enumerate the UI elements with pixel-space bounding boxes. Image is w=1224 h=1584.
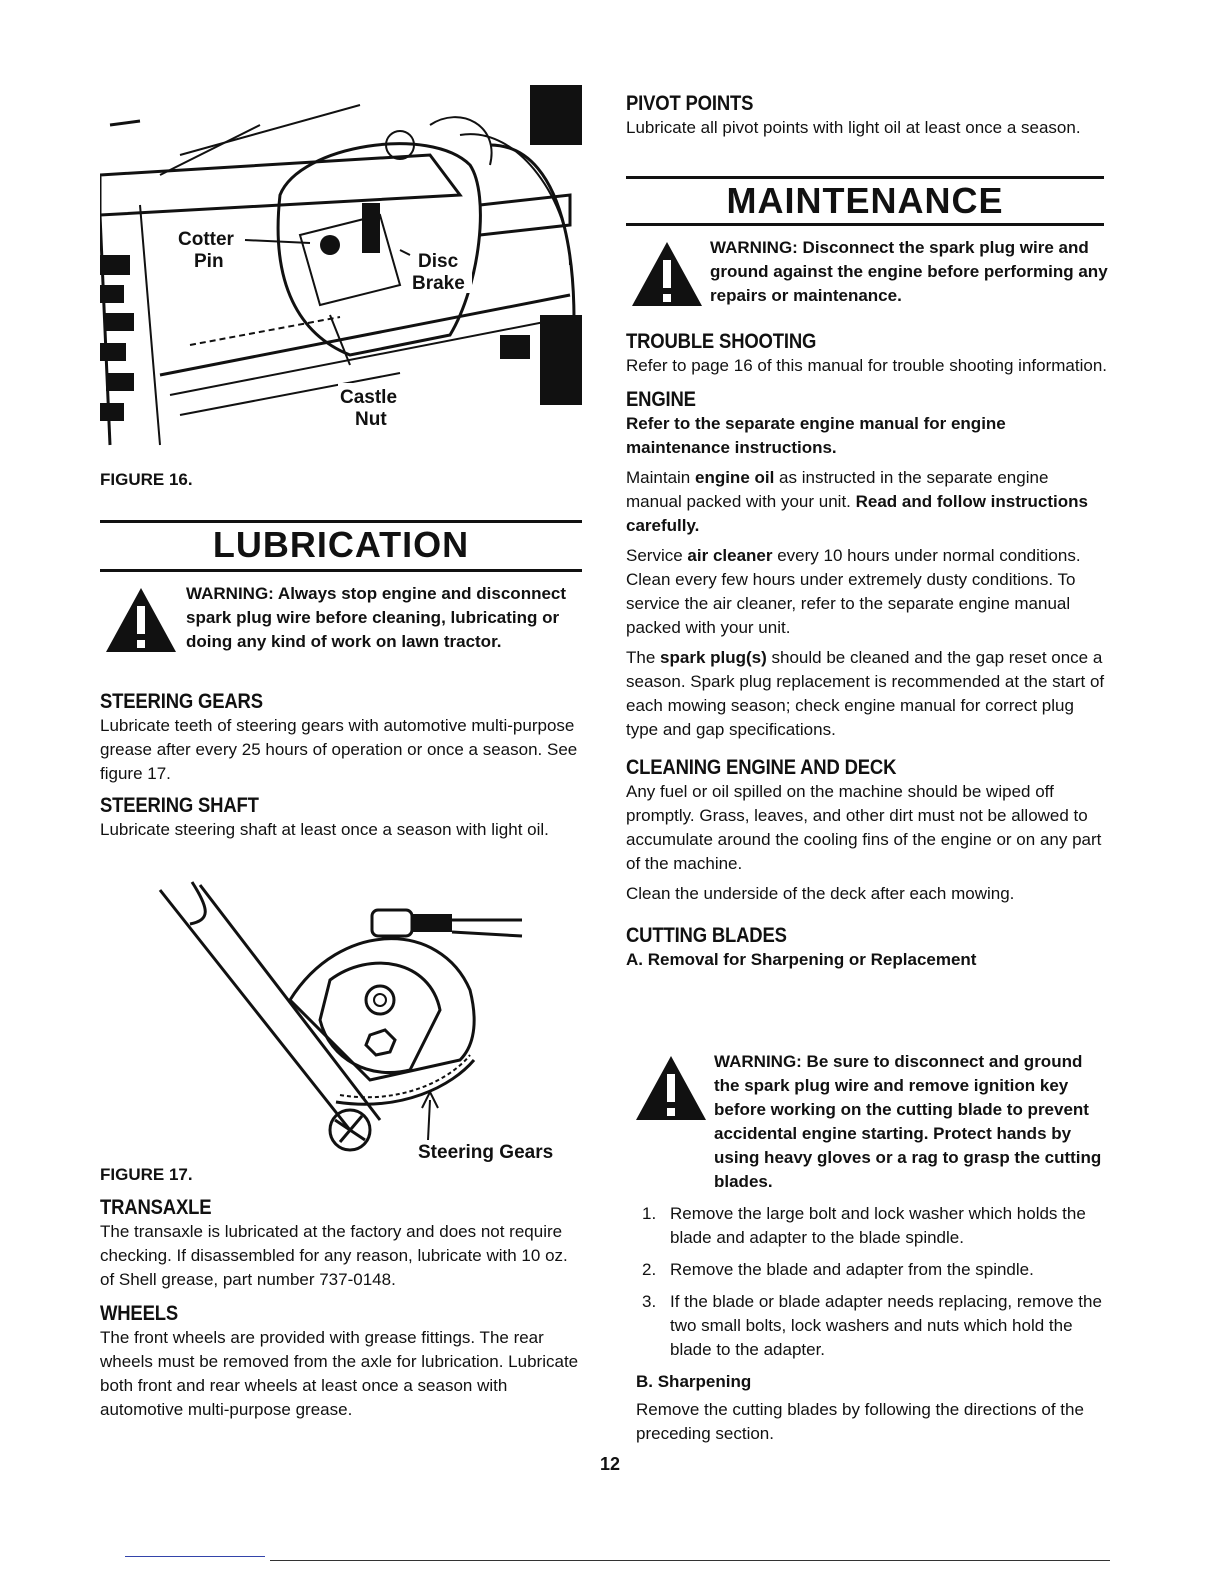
steering-shaft-text: Lubricate steering shaft at least once a season with light oil.: [100, 820, 549, 839]
trouble-shooting-text: Refer to page 16 of this manual for trouble shooting information.: [626, 356, 1108, 375]
air-cleaner-text-c: every 10 hours under normal conditions. Clean every few hours under extremely dusty conditions. To service the air cleaner, refer to the separate engine manual packed with your unit.: [626, 546, 1081, 637]
warning-triangle-icon: [630, 240, 704, 308]
label-castle: Castle: [340, 387, 398, 408]
list-item: [636, 1202, 1110, 1250]
cleaning-text-2: Clean the underside of the deck after each mowing.: [626, 884, 1015, 903]
footer-rule-right: [270, 1560, 1110, 1561]
sharpening-subheading: B. Sharpening: [636, 1372, 752, 1391]
figure-17-caption: FIGURE 17.: [100, 1165, 193, 1184]
cutting-blades-warning-text: WARNING: Be sure to disconnect and ground the spark plug wire and remove ignition key before working on the cutting blade to prevent accidental engine starting. Protect hands by using heavy gloves or a rag to grasp the cutting blades.: [714, 1052, 1102, 1191]
step-text: Remove the large bolt and lock washer which holds the blade and adapter to the blade spindle.: [670, 1204, 1086, 1247]
figure-16-illustration: [100, 85, 582, 455]
trouble-shooting-heading: TROUBLE SHOOTING: [626, 330, 817, 353]
step-text: If the blade or blade adapter needs replacing, remove the two small bolts, lock washers and nuts which hold the blade to the adapter.: [670, 1292, 1102, 1359]
cleaning-heading: CLEANING ENGINE AND DECK: [626, 756, 897, 779]
cleaning-text-1: Any fuel or oil spilled on the machine should be wiped off promptly. Grass, leaves, and other dirt must not be allowed to accumulate around the cooling fins of the engine or on any part of the machine.: [626, 782, 1102, 873]
maintenance-title: MAINTENANCE: [726, 180, 1004, 221]
removal-steps-list: [636, 1202, 1110, 1362]
pivot-points-heading: PIVOT POINTS: [626, 92, 754, 115]
removal-subheading: A. Removal for Sharpening or Replacement: [626, 950, 977, 969]
engine-oil-bold: engine oil: [694, 468, 775, 487]
label-pin: Pin: [194, 251, 224, 272]
engine-heading: ENGINE: [626, 388, 696, 411]
figure-16-caption: FIGURE 16.: [100, 470, 193, 489]
steering-gears-heading: STEERING GEARS: [100, 690, 263, 713]
lubrication-warning: [104, 582, 582, 654]
footer-rule-left: [125, 1556, 265, 1557]
maintenance-warning-text: WARNING: Disconnect the spark plug wire and ground against the engine before performing any repairs or maintenance.: [710, 238, 1108, 305]
engine-oil-paragraph: [626, 466, 1108, 538]
sharpening-text: Remove the cutting blades by following the directions of the preceding section.: [636, 1400, 1084, 1443]
air-cleaner-text-a: Service: [626, 546, 688, 565]
lubrication-title: LUBRICATION: [212, 524, 470, 565]
step-text: Remove the blade and adapter from the spindle.: [670, 1260, 1034, 1279]
step-number: 3.: [642, 1292, 657, 1311]
transaxle-heading: TRANSAXLE: [100, 1196, 212, 1219]
label-cotter: Cotter: [178, 229, 234, 250]
air-cleaner-paragraph: [626, 544, 1108, 640]
maintenance-title-block: [626, 176, 1104, 226]
transaxle-text: The transaxle is lubricated at the factory and does not require checking. If disassembled for any reason, lubricate with 10 oz. of Shell grease, part number 737-0148.: [100, 1222, 568, 1289]
cutting-blades-warning: [634, 1050, 1108, 1194]
steering-shaft-heading: STEERING SHAFT: [100, 794, 259, 817]
lubrication-title-block: [100, 520, 582, 572]
title-rule-bottom: [100, 569, 582, 572]
label-disc: Disc: [418, 251, 459, 272]
step-number: 2.: [642, 1260, 657, 1279]
engine-oil-bold-d: Read and follow instructions carefully.: [626, 492, 1088, 535]
spark-plug-text-c: should be cleaned and the gap reset once a season. Spark plug replacement is recommended at the start of each mowing season; check engine manual for correct plug type and gap specifications.: [626, 648, 1105, 739]
warning-triangle-icon: [104, 586, 178, 654]
step-number: 1.: [642, 1204, 657, 1223]
page-number: 12: [600, 1454, 621, 1474]
figure-17-illustration: [140, 880, 580, 1170]
spark-plug-text-a: The: [626, 648, 661, 667]
cutting-blades-heading: CUTTING BLADES: [626, 924, 787, 947]
warning-triangle-icon: [634, 1054, 708, 1122]
engine-oil-text-a: Maintain: [626, 468, 695, 487]
list-item: [636, 1290, 1110, 1362]
label-steering-gears: Steering Gears: [418, 1142, 554, 1163]
wheels-heading: WHEELS: [100, 1302, 179, 1325]
engine-oil-text-c: as instructed in the separate engine manual packed with your unit.: [626, 468, 1049, 511]
label-brake: Brake: [412, 273, 465, 294]
engine-bold-note: Refer to the separate engine manual for engine maintenance instructions.: [626, 414, 1006, 457]
lubrication-warning-text: WARNING: Always stop engine and disconnect spark plug wire before cleaning, lubricating or doing any kind of work on lawn tractor.: [186, 584, 567, 651]
title-rule-bottom: [626, 223, 1104, 226]
pivot-points-text: Lubricate all pivot points with light oil at least once a season.: [626, 118, 1081, 137]
maintenance-warning: [630, 236, 1108, 308]
spark-plug-paragraph: [626, 646, 1108, 742]
label-nut: Nut: [355, 409, 387, 430]
spark-plug-bold: spark plug(s): [660, 648, 767, 667]
wheels-text: The front wheels are provided with grease fittings. The rear wheels must be removed from the axle for lubrication. Lubricate both front and rear wheels at least once a season with automotive multi-purpose grease.: [100, 1328, 579, 1419]
steering-gears-text: Lubricate teeth of steering gears with automotive multi-purpose grease after every 25 hours of operation or once a season. See figure 17.: [100, 716, 578, 783]
air-cleaner-bold: air cleaner: [687, 546, 773, 565]
list-item: [636, 1258, 1110, 1282]
